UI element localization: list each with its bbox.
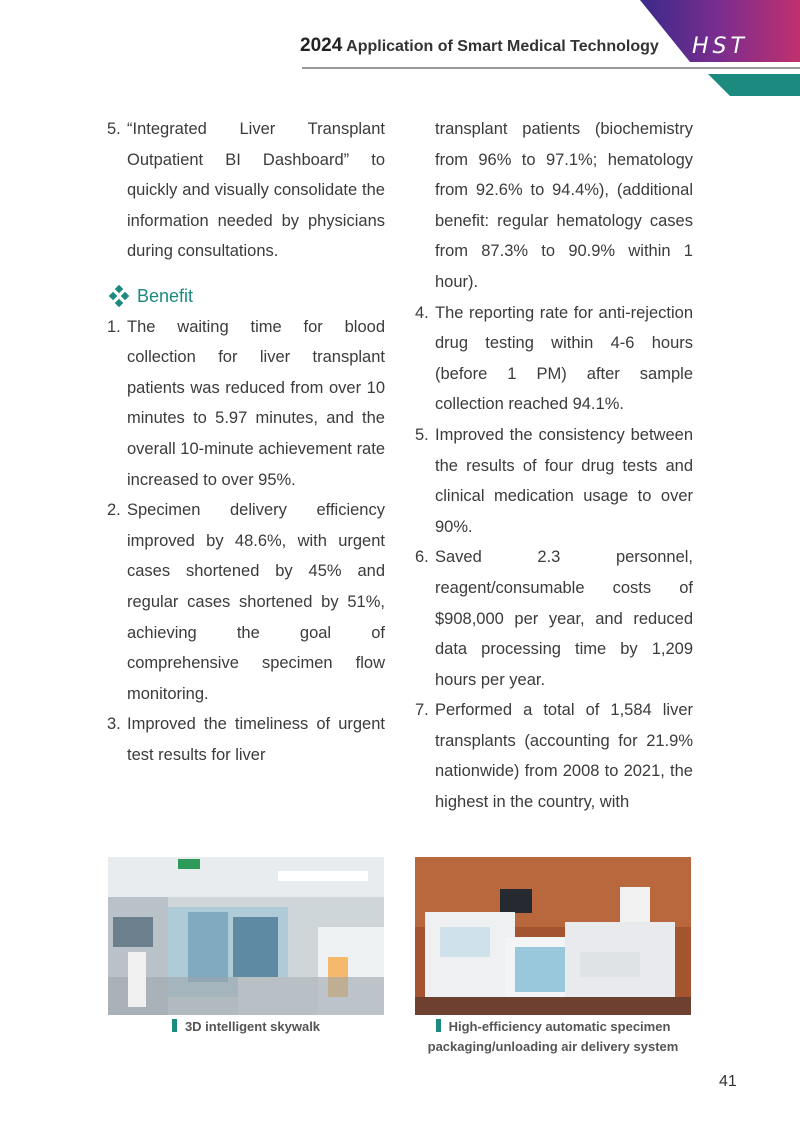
list-item: [415, 298, 693, 420]
list-item: [107, 709, 385, 770]
item-text: Improved the timeliness of urgent test results for liver: [127, 715, 385, 764]
header-year: 2024: [300, 35, 343, 56]
continued-text: transplant patients (biochemistry from 96% to 97.1%; hematology from 92.6% to 94.4%), (additional benefit: regular hematology cases from 87.3% to 90.9% within 1 hour).: [435, 120, 693, 291]
item-text: “Integrated Liver Transplant Outpatient BI Dashboard” to quickly and visually consolidate the information needed by physicians during consultations.: [127, 120, 385, 261]
item-number: 5.: [107, 120, 121, 138]
item-text: The reporting rate for anti-rejection drug testing within 4-6 hours (before 1 PM) after sample collection reached 94.1%.: [435, 303, 693, 414]
list-item: [107, 495, 385, 709]
delivery-system-photo: [415, 857, 691, 1015]
photo-caption: [415, 1017, 691, 1057]
caption-text: High-efficiency automatic specimen: [448, 1019, 671, 1034]
benefit-heading-label: Benefit: [137, 285, 194, 306]
caption-marker: [436, 1019, 441, 1032]
page-number: 41: [719, 1073, 737, 1090]
item-text: Saved 2.3 personnel, reagent/consumable costs of $908,000 per year, and reduced data processing time by 1,209 hours per year.: [435, 548, 693, 689]
running-header: [300, 35, 659, 57]
item-text: Performed a total of 1,584 liver transplants (accounting for 21.9% nationwide) from 2008 to 2021, the highest in the country, with: [435, 701, 693, 812]
item-text: Improved the consistency between the results of four drug tests and clinical medication usage to over 90%.: [435, 425, 693, 536]
item-number: 3.: [107, 715, 121, 734]
header-title: Application of Smart Medical Technology: [346, 38, 659, 55]
header-rule: [302, 67, 800, 69]
list-item: [415, 695, 693, 817]
item-number: 7.: [415, 701, 429, 720]
item-text: Specimen delivery efficiency improved by 48.6%, with urgent cases shortened by 45% and regular cases shortened by 51%, achieving the goal of comprehensive specimen flow monitoring.: [127, 501, 385, 703]
right-column: [415, 114, 693, 818]
item-number: 5.: [415, 425, 429, 444]
hst-logo: HST: [692, 34, 748, 59]
list-item: [415, 420, 693, 542]
caption-text: 3D intelligent skywalk: [184, 1019, 321, 1034]
diamond-cluster-icon: [107, 284, 131, 308]
item-number: 1.: [107, 317, 121, 336]
item-number: 4.: [415, 303, 429, 322]
left-column: [107, 114, 385, 770]
item-text: The waiting time for blood collection for liver transplant patients was reduced from over 10 minutes to 5.97 minutes, and the overall 10-minute achievement rate increased to over 95%.: [127, 317, 385, 489]
photo-caption: [108, 1017, 384, 1037]
item-number: 2.: [107, 501, 121, 520]
caption-marker: [172, 1019, 177, 1032]
list-item: [415, 542, 693, 695]
list-item: [107, 114, 385, 267]
caption-text: packaging/unloading air delivery system: [427, 1039, 679, 1054]
item-number: 6.: [415, 548, 429, 567]
list-item: [107, 312, 385, 496]
skywalk-photo: [108, 857, 384, 1015]
benefit-heading: [107, 281, 385, 312]
